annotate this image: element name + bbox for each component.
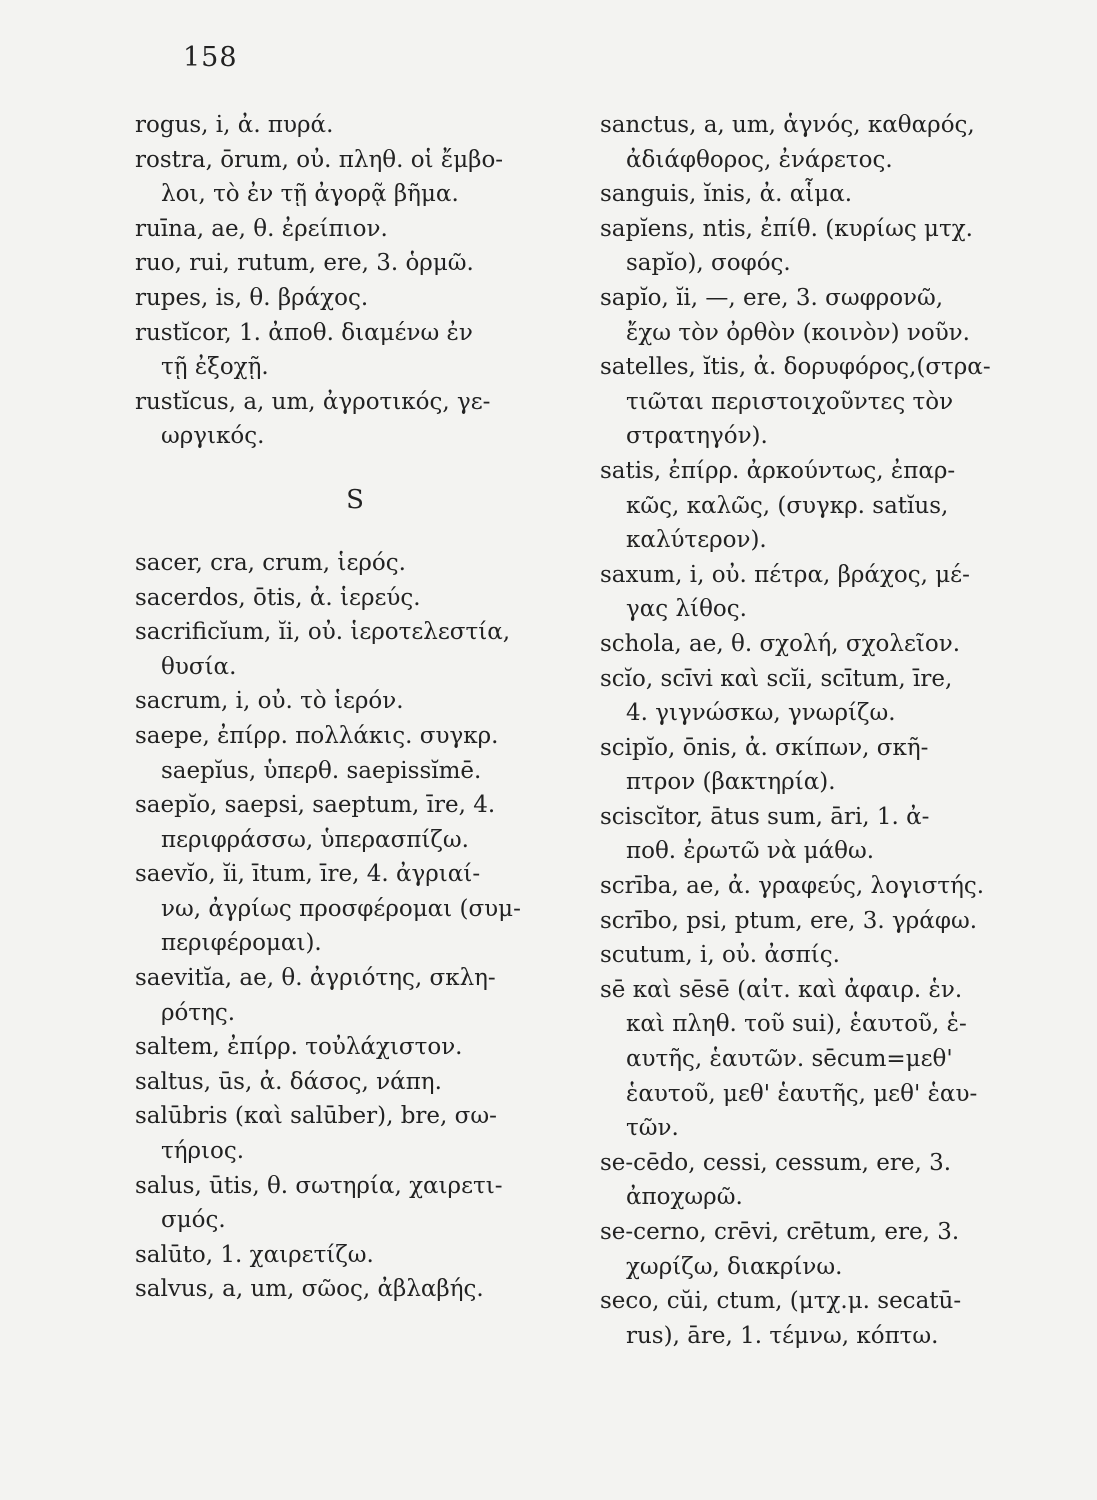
entry-headword-line: satelles, ĭtis, ἀ. δορυφόρος,(στρα- <box>600 354 991 381</box>
entry-continuation-line: ωργικός. <box>161 423 265 450</box>
entry-continuation-line: ρότης. <box>161 999 236 1026</box>
dictionary-entry <box>135 1099 575 1168</box>
dictionary-entry <box>135 1030 575 1065</box>
entry-headword-line: sacerdos, ōtis, ἀ. ἱερεύς. <box>135 584 421 611</box>
entry-headword-line: sacrificĭum, ĭi, οὐ. ἱεροτελεστία, <box>135 619 511 646</box>
entry-continuation-line: χωρίζω, διακρίνω. <box>626 1253 843 1280</box>
entry-headword-line: saltus, ūs, ἀ. δάσος, νάπη. <box>135 1068 442 1095</box>
entry-headword-line: saltem, ἐπίρρ. τοὐλάχιστον. <box>135 1034 463 1061</box>
dictionary-entry <box>600 108 1050 177</box>
entry-headword-line: sanguis, ĭnis, ἀ. αἷμα. <box>600 181 853 208</box>
entry-headword-line: sē καὶ sēsē (αἰτ. καὶ ἀφαιρ. ἑν. <box>600 976 963 1003</box>
dictionary-entry <box>600 454 1050 558</box>
dictionary-entry <box>135 1238 575 1273</box>
dictionary-entry <box>600 281 1050 350</box>
entry-continuation-line: τῇ ἐξοχῇ. <box>161 354 269 381</box>
dictionary-entry <box>135 281 575 316</box>
dictionary-entry <box>600 627 1050 662</box>
dictionary-entry <box>600 212 1050 281</box>
entry-continuation-line: γας λίθος. <box>626 596 747 623</box>
entry-headword-line: rogus, i, ἀ. πυρά. <box>135 112 334 138</box>
entry-continuation-line: νω, ἀγρίως προσφέρομαι (συμ- <box>161 895 521 922</box>
entry-headword-line: sapĭo, ĭi, —, ere, 3. σωφρονῶ, <box>600 284 944 311</box>
dictionary-entry <box>600 869 1050 904</box>
entry-headword-line: ruīna, ae, θ. ἐρείπιον. <box>135 215 388 242</box>
entry-headword-line: saevĭo, ĭi, ītum, īre, 4. ἀγριαί- <box>135 861 481 888</box>
entry-headword-line: ruo, rui, rutum, ere, 3. ὁρμῶ. <box>135 250 474 277</box>
dictionary-entry <box>600 731 1050 800</box>
dictionary-entry <box>135 385 575 454</box>
entry-headword-line: saevitĭa, ae, θ. ἀγριότης, σκλη- <box>135 965 496 992</box>
entry-headword-line: scipĭo, ōnis, ἀ. σκίπων, σκῆ- <box>600 734 929 761</box>
entry-continuation-line: πτρον (βακτηρία). <box>626 769 836 796</box>
entry-continuation-line: 4. γιγνώσκω, γνωρίζω. <box>626 700 896 727</box>
dictionary-entry <box>135 857 575 961</box>
entry-continuation-line: saepĭus, ὑπερθ. saepissĭmē. <box>161 757 482 784</box>
entry-continuation-line: τήριος. <box>161 1138 245 1165</box>
entry-headword-line: salvus, a, um, σῶος, ἀβλαβής. <box>135 1276 484 1303</box>
entry-headword-line: scrībo, psi, ptum, ere, 3. γράφω. <box>600 907 978 934</box>
entry-continuation-line: ἑαυτοῦ, μεθ' ἑαυτῆς, μεθ' ἑαυ- <box>626 1080 978 1107</box>
entry-headword-line: saxum, i, οὐ. πέτρα, βράχος, μέ- <box>600 561 970 588</box>
dictionary-entry <box>600 938 1050 973</box>
entry-continuation-line: στρατηγόν). <box>626 423 768 450</box>
dictionary-entry <box>135 1065 575 1100</box>
dictionary-entry <box>600 1284 1050 1353</box>
section-letter: S <box>346 484 364 515</box>
entry-headword-line: salūto, 1. χαιρετίζω. <box>135 1241 374 1268</box>
dictionary-entry <box>600 662 1050 731</box>
entry-continuation-line: ἔχω τὸν ὀρθὸν (κοινὸν) νοῦν. <box>626 319 970 346</box>
entry-continuation-line: sapĭo), σοφός. <box>626 250 791 277</box>
entry-continuation-line: κῶς, καλῶς, (συγκρ. satĭus, <box>626 492 949 519</box>
dictionary-entry <box>600 904 1050 939</box>
dictionary-entry <box>135 316 575 385</box>
entry-headword-line: scĭo, scīvi καὶ scĭi, scītum, īre, <box>600 665 953 692</box>
entry-headword-line: schola, ae, θ. σχολή, σχολεῖον. <box>600 630 961 657</box>
entry-headword-line: sacrum, i, οὐ. τὸ ἱερόν. <box>135 688 404 715</box>
entry-continuation-line: τιῶται περιστοιχοῦντες τὸν <box>626 388 954 415</box>
entry-headword-line: se-cerno, crēvi, crētum, ere, 3. <box>600 1219 960 1245</box>
dictionary-entry <box>135 212 575 247</box>
entry-headword-line: scrība, ae, ἀ. γραφεύς, λογιστής. <box>600 873 985 900</box>
dictionary-entry <box>135 108 575 143</box>
left-column <box>135 108 575 1307</box>
right-entries <box>600 108 1050 1353</box>
dictionary-entry <box>135 615 575 684</box>
page-number: 158 <box>183 42 238 73</box>
entry-headword-line: saepe, ἐπίρρ. πολλάκις. συγκρ. <box>135 722 499 749</box>
dictionary-entry <box>600 1215 1050 1284</box>
dictionary-entry <box>135 1169 575 1238</box>
entry-headword-line: scutum, i, οὐ. ἀσπίς. <box>600 942 840 969</box>
entry-continuation-line: ἀποχωρῶ. <box>626 1184 743 1211</box>
entry-headword-line: seco, cŭi, ctum, (μτχ.μ. secatū- <box>600 1288 962 1315</box>
dictionary-entry <box>600 177 1050 212</box>
entry-headword-line: sapĭens, ntis, ἐπίθ. (κυρίως μτχ. <box>600 215 973 242</box>
entry-headword-line: rostra, ōrum, οὐ. πληθ. οἱ ἔμβο- <box>135 146 504 173</box>
entry-headword-line: saepĭo, saepsi, saeptum, īre, 4. <box>135 792 496 819</box>
left-top-entries <box>135 108 575 454</box>
entry-continuation-line: καὶ πληθ. τοῦ sui), ἑαυτοῦ, ἑ- <box>626 1011 967 1038</box>
dictionary-entry <box>135 961 575 1030</box>
dictionary-entry <box>135 143 575 212</box>
entry-continuation-line: καλύτερον). <box>626 527 767 554</box>
dictionary-entry <box>600 800 1050 869</box>
entry-continuation-line: σμός. <box>161 1207 226 1234</box>
entry-continuation-line: περιφέρομαι). <box>161 930 322 957</box>
left-bottom-entries <box>135 546 575 1307</box>
entry-continuation-line: θυσία. <box>161 653 237 680</box>
entry-headword-line: sciscĭtor, ātus sum, āri, 1. ἀ- <box>600 803 930 830</box>
entry-continuation-line: λοι, τὸ ἐν τῇ ἀγορᾷ βῆμα. <box>161 181 459 208</box>
entry-continuation-line: αυτῆς, ἑαυτῶν. sēcum=μεθ' <box>626 1046 953 1073</box>
entry-headword-line: se-cēdo, cessi, cessum, ere, 3. <box>600 1149 952 1176</box>
dictionary-entry <box>600 1146 1050 1215</box>
dictionary-entry <box>135 581 575 616</box>
entry-headword-line: rustĭcus, a, um, ἀγροτικός, γε- <box>135 388 491 415</box>
entry-continuation-line: ποθ. ἐρωτῶ νὰ μάθω. <box>626 838 875 865</box>
dictionary-entry <box>600 558 1050 627</box>
entry-headword-line: rupes, is, θ. βράχος. <box>135 284 369 311</box>
entry-headword-line: rustĭcor, 1. ἀποθ. διαμένω ἐν <box>135 319 473 346</box>
dictionary-entry <box>135 719 575 788</box>
entry-headword-line: sanctus, a, um, ἁγνός, καθαρός, <box>600 112 975 138</box>
entry-continuation-line: τῶν. <box>626 1115 679 1142</box>
right-column <box>600 108 1050 1353</box>
dictionary-entry <box>600 973 1050 1146</box>
dictionary-entry <box>135 1272 575 1307</box>
entry-headword-line: salūbris (καὶ salūber), bre, σω- <box>135 1103 497 1130</box>
entry-continuation-line: rus), āre, 1. τέμνω, κόπτω. <box>626 1322 939 1349</box>
dictionary-entry <box>135 684 575 719</box>
dictionary-entry <box>135 246 575 281</box>
dictionary-entry <box>135 788 575 857</box>
entry-headword-line: sacer, cra, crum, ἱερός. <box>135 549 406 576</box>
entry-continuation-line: ἀδιάφθορος, ἐνάρετος. <box>626 146 893 173</box>
dictionary-entry <box>600 350 1050 454</box>
entry-headword-line: satis, ἐπίρρ. ἀρκούντως, ἐπαρ- <box>600 457 956 484</box>
entry-continuation-line: περιφράσσω, ὑπερασπίζω. <box>161 826 469 853</box>
dictionary-entry <box>135 546 575 581</box>
entry-headword-line: salus, ūtis, θ. σωτηρία, χαιρετι- <box>135 1172 503 1199</box>
